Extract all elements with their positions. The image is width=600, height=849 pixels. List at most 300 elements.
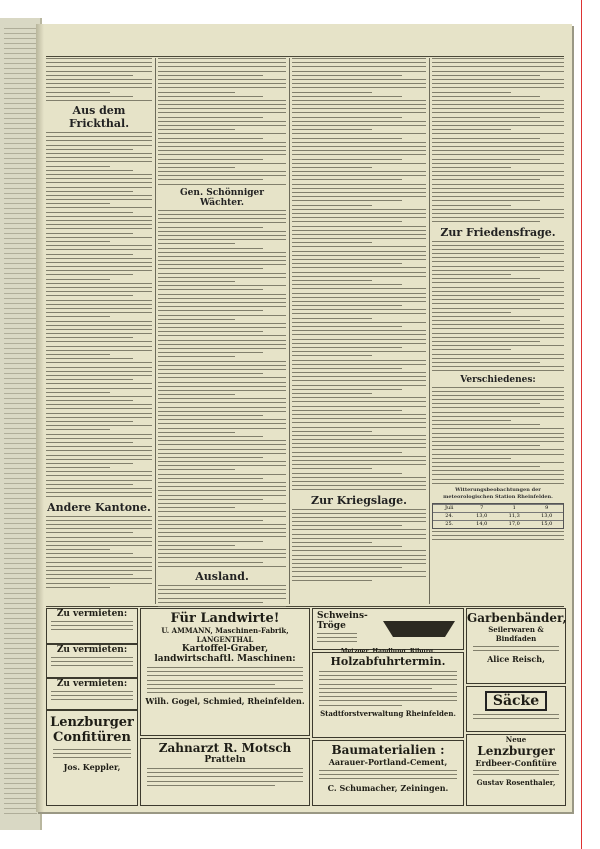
text-line	[158, 382, 286, 383]
text-line	[4, 318, 37, 319]
text-line	[432, 133, 564, 134]
text-line	[158, 117, 263, 118]
text-line	[4, 188, 37, 189]
text-line	[158, 398, 286, 399]
text-line	[46, 587, 110, 588]
text-line	[432, 213, 564, 214]
text-line	[432, 71, 564, 72]
text-line	[292, 542, 372, 543]
text-block	[46, 58, 152, 101]
text-line	[432, 205, 511, 206]
text-line	[158, 520, 263, 521]
text-line	[432, 100, 564, 101]
text-line	[292, 138, 402, 139]
text-line	[46, 488, 152, 489]
text-line	[317, 633, 357, 634]
text-line	[292, 401, 426, 402]
text-line	[51, 665, 133, 666]
text-line	[158, 289, 263, 290]
text-line	[292, 339, 426, 340]
text-line	[158, 79, 286, 80]
text-line	[158, 532, 286, 533]
text-line	[46, 266, 152, 267]
text-line	[46, 537, 152, 538]
text-line	[432, 445, 540, 446]
text-line	[158, 549, 286, 550]
text-line	[319, 684, 457, 685]
text-line	[432, 412, 564, 413]
text-line	[4, 693, 37, 694]
text-line	[147, 680, 303, 681]
text-line	[292, 322, 426, 323]
text-line	[158, 302, 286, 303]
text-line	[292, 196, 426, 197]
text-line	[432, 129, 511, 130]
text-line	[46, 83, 152, 84]
text-line	[4, 193, 37, 194]
table-row: Juli 7 1 9	[433, 504, 563, 512]
text-line	[4, 83, 37, 84]
text-line	[4, 63, 37, 64]
text-line	[46, 71, 152, 72]
text-line	[292, 301, 426, 302]
text-line	[292, 125, 426, 126]
text-line	[292, 251, 426, 252]
text-line	[4, 508, 37, 509]
column-rule	[429, 58, 430, 604]
text-line	[51, 699, 133, 700]
text-line	[4, 78, 37, 79]
text-line	[292, 142, 426, 143]
text-line	[4, 463, 37, 464]
text-line	[158, 562, 263, 563]
text-line	[292, 96, 402, 97]
text-line	[432, 428, 564, 429]
text-line	[4, 108, 37, 109]
text-line	[292, 313, 426, 314]
text-line	[432, 171, 564, 172]
text-line	[46, 62, 152, 63]
section-heading: Andere Kantone.	[47, 500, 151, 514]
text-line	[292, 209, 426, 210]
text-line	[4, 723, 37, 724]
text-line	[292, 117, 402, 118]
text-line	[4, 603, 37, 604]
text-line	[4, 293, 37, 294]
text-line	[46, 379, 133, 380]
text-line	[46, 408, 152, 409]
text-line	[432, 253, 564, 254]
text-line	[292, 376, 426, 377]
text-line	[46, 308, 152, 309]
text-line	[46, 421, 133, 422]
text-line	[4, 38, 37, 39]
text-line	[292, 163, 426, 164]
text-line	[4, 53, 37, 54]
text-line	[46, 578, 152, 579]
text-line	[158, 142, 286, 143]
text-line	[158, 541, 263, 542]
text-line	[46, 207, 152, 208]
text-line	[147, 785, 275, 786]
text-line	[4, 543, 37, 544]
text-line	[292, 389, 402, 390]
text-line	[4, 648, 37, 649]
text-line	[158, 62, 286, 63]
text-line	[292, 460, 426, 461]
text-line	[158, 415, 263, 416]
text-line	[158, 524, 286, 525]
text-line	[46, 413, 152, 414]
text-line	[46, 258, 152, 259]
text-line	[292, 221, 402, 222]
text-line	[53, 749, 131, 750]
text-line	[46, 224, 152, 225]
text-line	[158, 461, 286, 462]
text-line	[292, 538, 426, 539]
text-line	[158, 273, 286, 274]
text-line	[292, 580, 372, 581]
text-line	[158, 150, 286, 151]
text-line	[158, 277, 286, 278]
text-line	[4, 618, 37, 619]
text-line	[158, 606, 286, 607]
text-line	[292, 555, 426, 556]
text-line	[4, 403, 37, 404]
ad-garbenbaender: Garbenbänder, Seilerwaren & Bindfaden Alice Reisch,	[466, 608, 566, 684]
text-line	[432, 449, 564, 450]
text-line	[4, 263, 37, 264]
text-line	[432, 179, 540, 180]
text-line	[4, 448, 37, 449]
text-line	[292, 334, 426, 335]
text-line	[158, 428, 286, 429]
text-line	[158, 511, 286, 512]
text-line	[432, 274, 511, 275]
text-line	[158, 348, 286, 349]
text-line	[46, 145, 152, 146]
text-line	[158, 602, 263, 603]
text-line	[4, 728, 37, 729]
text-line	[432, 433, 564, 434]
text-line	[46, 404, 152, 405]
text-line	[158, 146, 286, 147]
text-line	[292, 351, 426, 352]
text-line	[158, 319, 235, 320]
text-line	[432, 175, 564, 176]
text-line	[4, 628, 37, 629]
text-line	[319, 770, 457, 771]
text-line	[432, 241, 564, 242]
text-line	[147, 768, 303, 769]
text-line	[4, 638, 37, 639]
text-line	[432, 474, 564, 475]
text-line	[292, 121, 426, 122]
text-line	[4, 378, 37, 379]
text-line	[4, 578, 37, 579]
text-line	[4, 303, 37, 304]
advertisements	[46, 608, 567, 804]
text-line	[319, 774, 457, 775]
text-line	[292, 517, 426, 518]
text-line	[292, 267, 426, 268]
text-line	[4, 478, 37, 479]
text-line	[292, 238, 426, 239]
text-line	[4, 598, 37, 599]
text-line	[292, 364, 426, 365]
text-line	[4, 788, 37, 789]
text-line	[147, 776, 303, 777]
text-line	[4, 363, 37, 364]
text-line	[432, 341, 540, 342]
text-line	[158, 264, 286, 265]
text-line	[51, 691, 133, 692]
text-line	[432, 62, 564, 63]
column-2	[158, 58, 286, 604]
text-line	[432, 200, 540, 201]
text-line	[46, 438, 152, 439]
text-line	[158, 365, 286, 366]
text-line	[292, 380, 426, 381]
text-line	[46, 484, 133, 485]
text-line	[4, 273, 37, 274]
text-line	[46, 346, 152, 347]
text-line	[46, 455, 152, 456]
text-line	[4, 768, 37, 769]
text-line	[4, 238, 37, 239]
text-line	[4, 523, 37, 524]
text-line	[432, 257, 540, 258]
text-line	[4, 813, 37, 814]
text-line	[158, 239, 286, 240]
text-line	[46, 291, 152, 292]
page-spine	[36, 24, 44, 812]
text-line	[432, 299, 540, 300]
text-line	[4, 268, 37, 269]
text-line	[158, 474, 286, 475]
text-line	[432, 370, 564, 371]
text-line	[432, 420, 511, 421]
text-line	[46, 157, 152, 158]
text-line	[158, 327, 286, 328]
text-line	[158, 231, 286, 232]
text-block	[292, 58, 426, 490]
text-line	[46, 516, 152, 517]
text-line	[319, 705, 402, 706]
text-line	[158, 281, 235, 282]
text-line	[158, 315, 286, 316]
text-line	[158, 444, 286, 445]
text-line	[46, 312, 152, 313]
text-line	[319, 700, 457, 701]
text-line	[4, 583, 37, 584]
text-line	[158, 268, 263, 269]
text-line	[46, 549, 110, 550]
text-line	[292, 62, 426, 63]
text-line	[46, 496, 152, 497]
text-line	[4, 443, 37, 444]
text-line	[46, 434, 152, 435]
text-line	[46, 367, 152, 368]
text-line	[158, 503, 286, 504]
text-line	[158, 125, 286, 126]
top-rule	[46, 56, 564, 57]
text-line	[46, 358, 133, 359]
weather-table-title: Witterungsbeobachtungen der meteorologischen Station Rheinfelden.	[443, 487, 553, 500]
text-line	[46, 337, 133, 338]
text-line	[292, 200, 402, 201]
text-line	[4, 178, 37, 179]
text-line	[46, 545, 152, 546]
text-line	[4, 718, 37, 719]
text-line	[432, 287, 564, 288]
text-line	[432, 539, 564, 540]
text-line	[46, 237, 152, 238]
text-line	[4, 158, 37, 159]
table-row: 24. 13,0 11,3 13,0	[433, 512, 563, 520]
text-line	[46, 136, 152, 137]
text-line	[158, 66, 286, 67]
text-line	[432, 535, 564, 536]
text-line	[292, 559, 426, 560]
text-line	[46, 562, 152, 563]
text-line	[4, 493, 37, 494]
text-line	[46, 566, 152, 567]
text-line	[473, 650, 559, 651]
text-line	[292, 255, 426, 256]
text-line	[158, 243, 235, 244]
text-line	[46, 245, 152, 246]
text-line	[4, 298, 37, 299]
text-line	[46, 182, 152, 183]
text-line	[46, 262, 152, 263]
text-line	[158, 545, 235, 546]
text-line	[432, 479, 564, 480]
text-line	[158, 184, 286, 185]
section-heading: Zur Kriegslage.	[311, 493, 407, 507]
text-line	[46, 429, 110, 430]
text-line	[4, 573, 37, 574]
text-line	[292, 104, 426, 105]
text-line	[432, 437, 564, 438]
text-line	[4, 653, 37, 654]
text-line	[432, 266, 564, 267]
text-line	[46, 274, 133, 275]
text-line	[432, 270, 564, 271]
text-line	[432, 295, 564, 296]
text-line	[432, 470, 564, 471]
text-line	[4, 803, 37, 804]
text-line	[158, 585, 286, 586]
text-line	[158, 159, 263, 160]
text-line	[4, 673, 37, 674]
text-line	[432, 108, 564, 109]
text-line	[46, 375, 152, 376]
text-line	[46, 321, 152, 322]
text-line	[158, 100, 286, 101]
text-line	[158, 394, 235, 395]
text-line	[292, 213, 426, 214]
text-line	[4, 503, 37, 504]
text-line	[4, 763, 37, 764]
text-line	[432, 66, 564, 67]
text-line	[292, 422, 426, 423]
text-line	[158, 138, 263, 139]
text-line	[473, 770, 559, 771]
text-line	[158, 235, 286, 236]
text-line	[158, 92, 235, 93]
text-line	[46, 249, 152, 250]
text-line	[4, 153, 37, 154]
text-line	[4, 408, 37, 409]
text-line	[158, 167, 235, 168]
text-line	[147, 692, 303, 693]
text-line	[4, 208, 37, 209]
text-line	[46, 442, 133, 443]
text-line	[4, 688, 37, 689]
text-line	[46, 300, 152, 301]
text-line	[158, 598, 286, 599]
text-line	[432, 458, 511, 459]
text-line	[46, 329, 152, 330]
text-line	[158, 171, 286, 172]
text-line	[46, 233, 133, 234]
text-line	[46, 195, 152, 196]
section-heading: Gen. Schönniger Wächter.	[179, 187, 264, 208]
text-line	[432, 308, 564, 309]
text-line	[292, 192, 426, 193]
text-line	[158, 252, 286, 253]
text-line	[4, 28, 37, 29]
text-line	[4, 798, 37, 799]
text-line	[432, 441, 564, 442]
text-line	[4, 488, 37, 489]
text-line	[432, 282, 564, 283]
text-line	[432, 75, 540, 76]
weather-table	[432, 503, 564, 529]
text-line	[432, 142, 564, 143]
text-line	[292, 242, 372, 243]
text-line	[46, 166, 110, 167]
text-line	[432, 104, 564, 105]
text-line	[4, 348, 37, 349]
text-line	[292, 406, 426, 407]
text-line	[292, 521, 426, 522]
text-line	[292, 431, 372, 432]
ad-holzabfuhr: Holzabfuhrtermin. Stadtforstverwaltung Rheinfelden.	[312, 652, 464, 738]
text-line	[4, 558, 37, 559]
text-line	[51, 657, 133, 658]
text-line	[319, 671, 457, 672]
text-line	[158, 423, 286, 424]
text-line	[46, 354, 110, 355]
ad-baumaterialien: Baumaterialien : Aarauer-Portland-Cement, C. Schumacher, Zeiningen.	[312, 740, 464, 806]
text-line	[4, 73, 37, 74]
text-line	[158, 490, 286, 491]
text-line	[158, 449, 286, 450]
text-line	[46, 96, 133, 97]
text-line	[158, 593, 286, 594]
text-line	[4, 98, 37, 99]
text-line	[46, 254, 133, 255]
text-line	[158, 419, 286, 420]
text-line	[4, 758, 37, 759]
text-line	[158, 87, 286, 88]
text-line	[51, 629, 133, 630]
text-line	[4, 528, 37, 529]
text-line	[4, 433, 37, 434]
text-line	[4, 233, 37, 234]
